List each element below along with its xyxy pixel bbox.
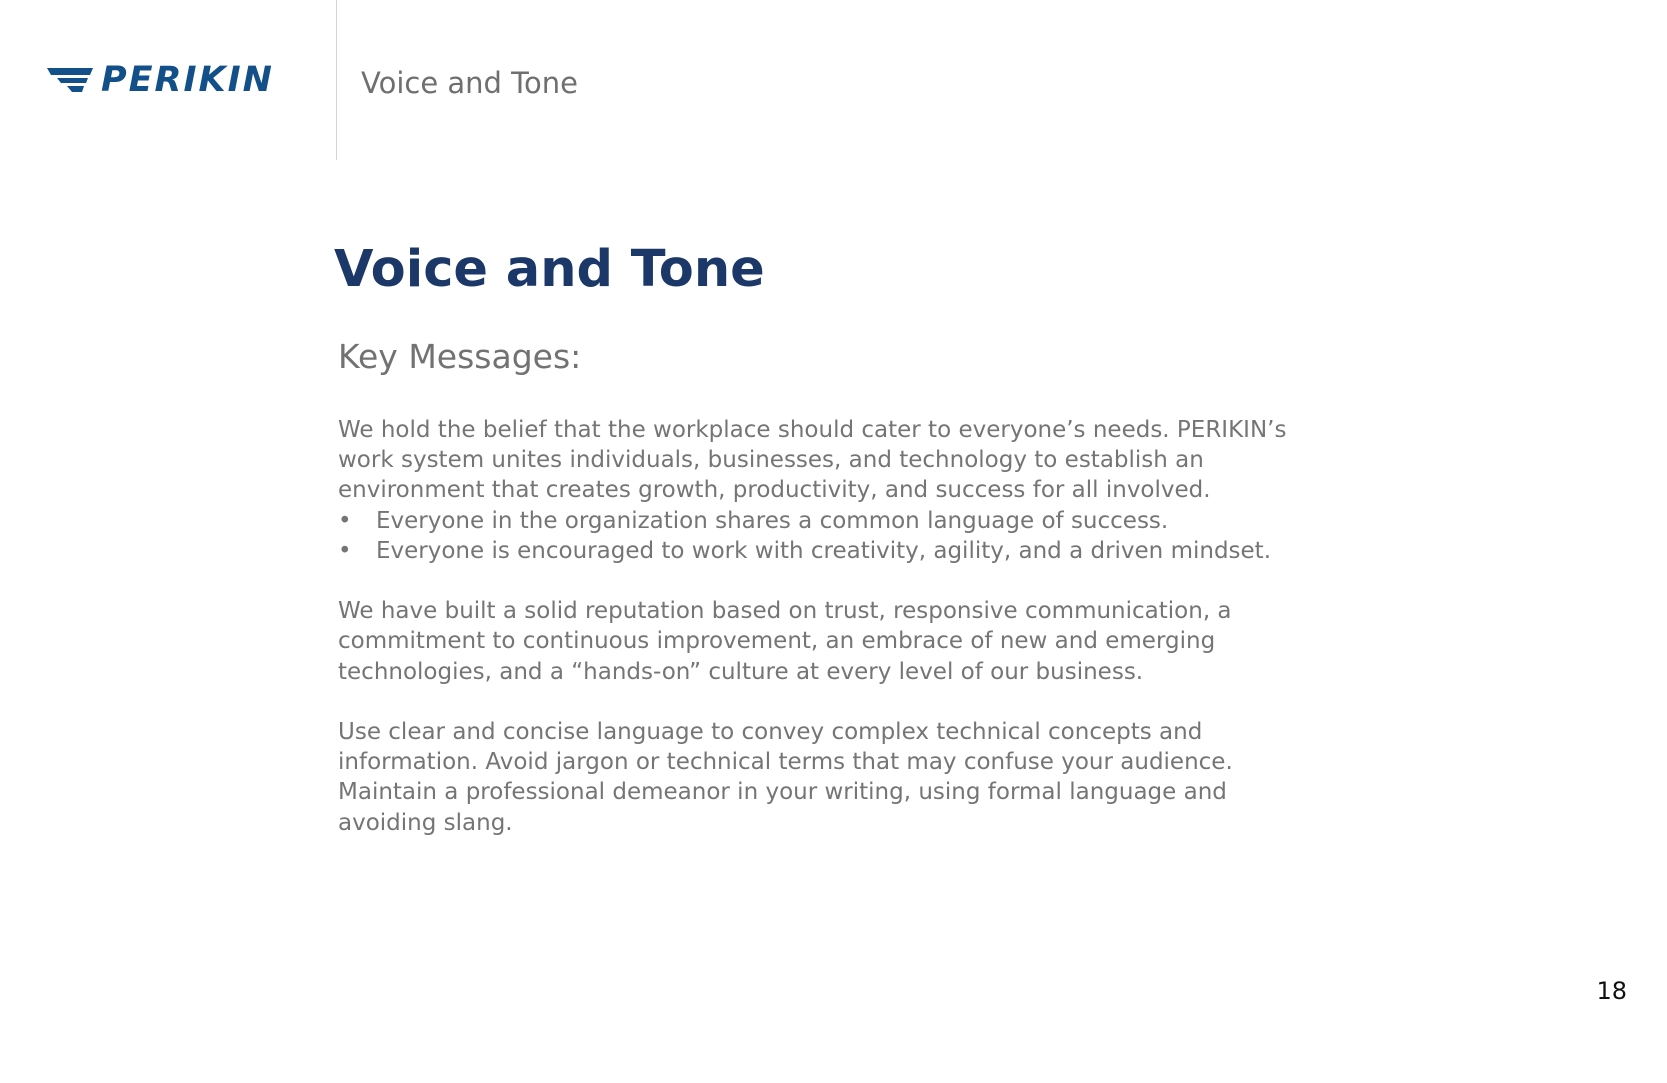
page-number: 18 <box>1596 977 1627 1005</box>
bullet-list <box>338 506 1298 566</box>
section-heading: Key Messages: <box>338 337 582 376</box>
header-title: Voice and Tone <box>361 66 578 100</box>
list-item <box>338 506 1298 536</box>
list-item-text: Everyone in the organization shares a common language of success. <box>376 507 1169 534</box>
paragraph-language: Use clear and concise language to convey complex technical concepts and information. Avoid jargon or technical terms that may confuse your audience. Maintain a professional demeanor in your writing, using formal language and avoiding slang. <box>338 719 1233 836</box>
perikin-logo <box>47 60 274 100</box>
bullet-marker: • <box>338 507 352 534</box>
wing-logo-icon <box>47 66 93 94</box>
paragraph-intro: We hold the belief that the workplace should cater to everyone’s needs. PERIKIN’s work system unites individuals, businesses, and technology to establish an environment that creates growth, productivity, and success for all involved. <box>338 417 1287 504</box>
paragraph-reputation: We have built a solid reputation based on trust, responsive communication, a commitment to continuous improvement, an embrace of new and emerging technologies, and a “hands-on” culture at every level of our business. <box>338 598 1232 685</box>
logo-wordmark: PERIKIN <box>101 60 274 100</box>
body-content <box>338 415 1298 838</box>
list-item-text: Everyone is encouraged to work with creativity, agility, and a driven mindset. <box>376 537 1272 564</box>
list-item <box>338 536 1298 566</box>
header-divider <box>336 0 337 160</box>
bullet-marker: • <box>338 537 352 564</box>
page-title: Voice and Tone <box>334 240 765 299</box>
